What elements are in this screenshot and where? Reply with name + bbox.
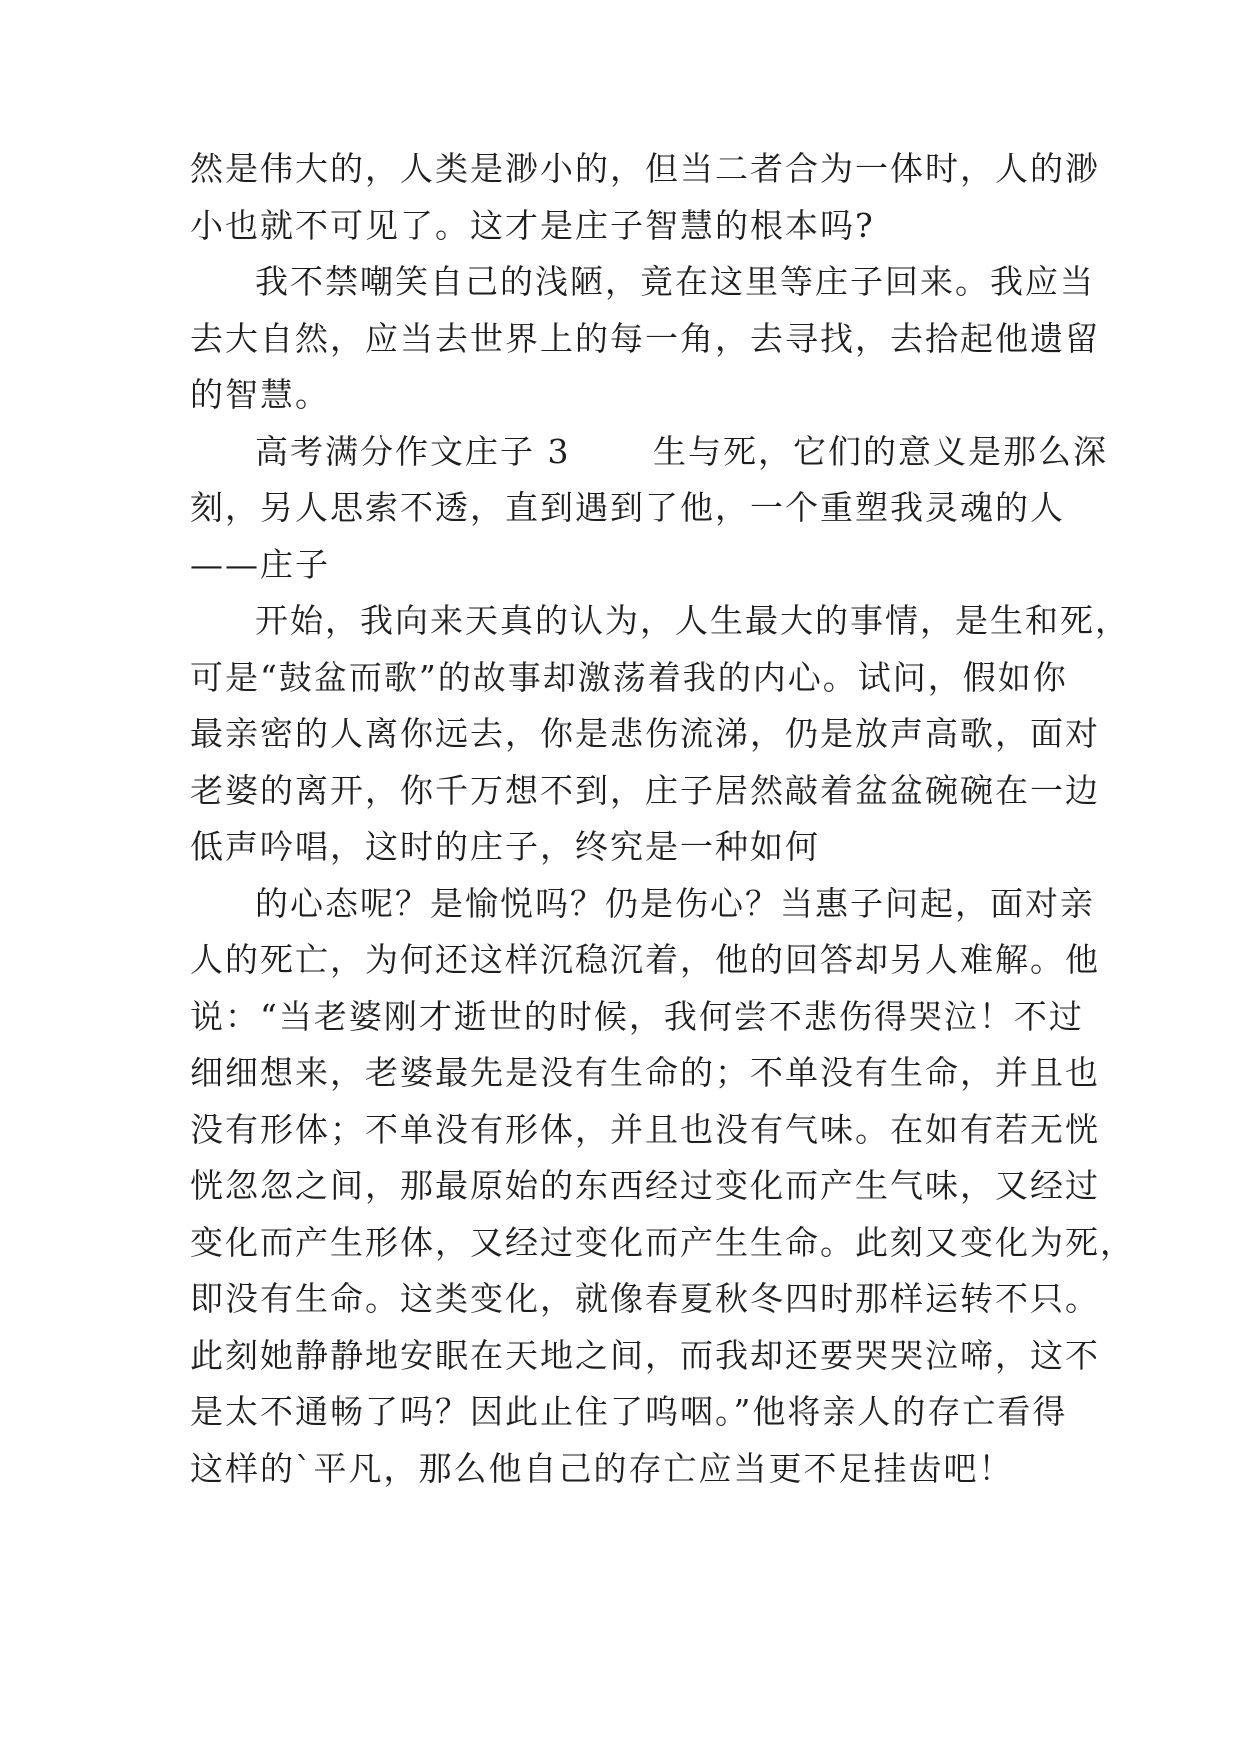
text-line: 开始，我向来天真的认为，人生最大的事情，是生和死， [255,601,1130,640]
text-line: 刻，另人思索不透，直到遇到了他，一个重塑我灵魂的人 [190,488,1065,527]
text-line: 的智慧。 [190,375,330,414]
text-line: 去大自然，应当去世界上的每一角，去寻找，去拾起他遗留 [190,319,1100,358]
text-line: 我不禁嘲笑自己的浅陋，竟在这里等庄子回来。我应当 [255,262,1095,301]
text-line: 的心态呢？是愉悦吗？仍是伤心？当惠子问起，面对亲 [255,884,1095,923]
text-line: 然是伟大的，人类是渺小的，但当二者合为一体时，人的渺 [190,149,1100,188]
text-line: 低声吟唱，这时的庄子，终究是一种如何 [190,827,820,866]
text-line: 这样的`平凡，那么他自己的存亡应当更不足挂齿吧！ [190,1449,1014,1488]
text-line: 小也就不可见了。这才是庄子智慧的根本吗? [190,206,875,245]
text-line: 恍忽忽之间，那最原始的东西经过变化而产生气味，又经过 [190,1166,1100,1205]
text-line: 说：“当老婆刚才逝世的时候，我何尝不悲伤得哭泣！不过 [190,997,1084,1036]
section-heading: 高考满分作文庄子 3 生与死，它们的意义是那么深 [255,432,1108,471]
text-line: 是太不通畅了吗？因此止住了呜咽。”他将亲人的存亡看得 [190,1392,1068,1431]
text-line: 人的死亡，为何还这样沉稳沉着，他的回答却另人难解。他 [190,940,1100,979]
text-line: 老婆的离开，你千万想不到，庄子居然敲着盆盆碗碗在一边 [190,771,1100,810]
text-line: 可是“鼓盆而歌”的故事却激荡着我的内心。试问，假如你 [190,658,1068,697]
text-line: 即没有生命。这类变化，就像春夏秋冬四时那样运转不只。 [190,1279,1100,1318]
text-line: 此刻她静静地安眠在天地之间，而我却还要哭哭泣啼，这不 [190,1336,1100,1375]
text-line: 没有形体；不单没有形体，并且也没有气味。在如有若无恍 [190,1110,1100,1149]
text-line: 最亲密的人离你远去，你是悲伤流涕，仍是放声高歌，面对 [190,714,1100,753]
text-line: ——庄子 [190,545,330,584]
text-line: 变化而产生形体，又经过变化而产生生命。此刻又变化为死， [190,1223,1135,1262]
text-line: 细细想来，老婆最先是没有生命的；不单没有生命，并且也 [190,1053,1100,1092]
